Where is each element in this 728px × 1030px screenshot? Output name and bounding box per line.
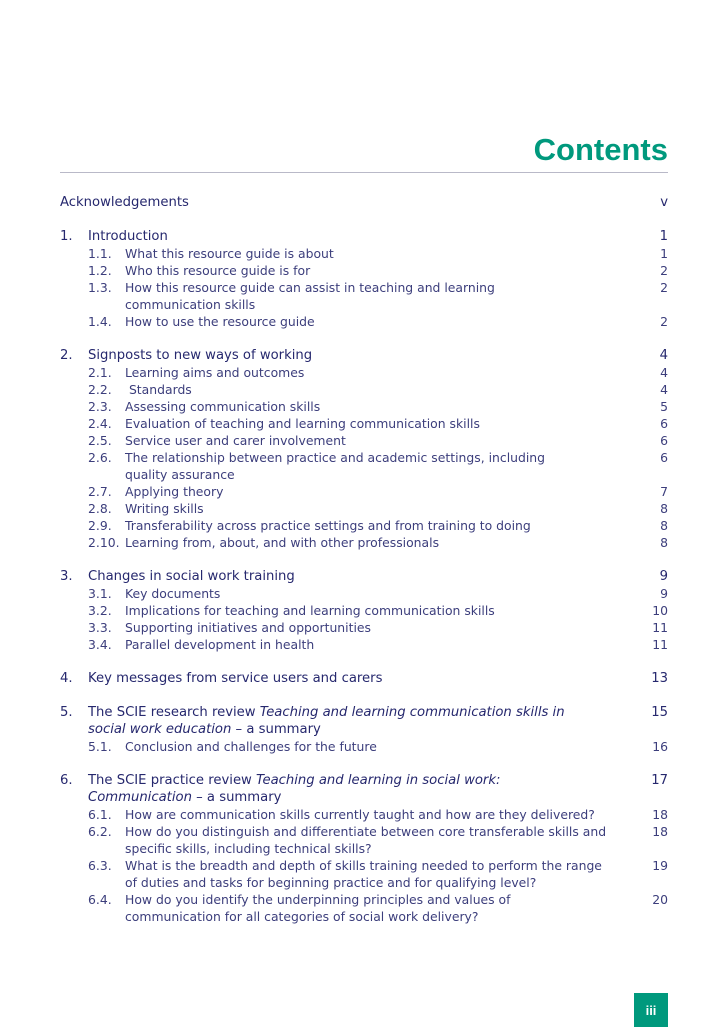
toc-page-number: 19 xyxy=(652,858,668,873)
subsection-number: 2.8. xyxy=(88,501,112,516)
toc-page-number: 13 xyxy=(651,671,668,686)
toc-page-number: 2 xyxy=(660,263,668,278)
toc-subsection-2-7[interactable] xyxy=(60,483,668,500)
subsection-number: 3.2. xyxy=(88,603,112,618)
subsection-title: Learning from, about, and with other professionals xyxy=(125,535,440,550)
toc-page-number: 4 xyxy=(659,348,668,363)
toc-subsection-6-4[interactable] xyxy=(60,891,668,925)
subsection-title: How this resource guide can assist in teaching and learning communication skills xyxy=(125,280,495,312)
section-title-part: The SCIE research review xyxy=(88,705,260,720)
section-number: 4. xyxy=(60,671,73,686)
toc-page-number: 6 xyxy=(660,416,668,431)
toc-subsection-2-4[interactable] xyxy=(60,415,668,432)
toc-section-3[interactable] xyxy=(60,568,668,585)
section-title: Key messages from service users and carers xyxy=(88,671,383,686)
toc-page-number: 2 xyxy=(660,314,668,329)
toc-page-number: 11 xyxy=(652,637,668,652)
subsection-title: Standards xyxy=(125,382,192,397)
toc-section-6[interactable] xyxy=(60,772,668,806)
toc-subsection-5-1[interactable] xyxy=(60,738,668,755)
subsection-number: 2.6. xyxy=(88,450,112,465)
toc-subsection-2-3[interactable] xyxy=(60,398,668,415)
toc-subsection-3-4[interactable] xyxy=(60,636,668,653)
toc-page-number: 9 xyxy=(660,586,668,601)
subsection-number: 2.9. xyxy=(88,518,112,533)
table-of-contents xyxy=(60,194,668,925)
section-title-part: – a summary xyxy=(231,722,321,737)
toc-subsection-1-4[interactable] xyxy=(60,313,668,330)
toc-page-number: 4 xyxy=(660,365,668,380)
toc-subsection-6-2[interactable] xyxy=(60,823,668,857)
section-title: Changes in social work training xyxy=(88,569,295,584)
toc-section-4[interactable] xyxy=(60,670,668,687)
subsection-number: 2.5. xyxy=(88,433,112,448)
subsection-title: The relationship between practice and academic settings, including quality assurance xyxy=(125,450,546,482)
toc-subsection-2-6[interactable] xyxy=(60,449,668,483)
review-title: Teaching and learning communication skills in social work education xyxy=(88,705,565,737)
title-rule xyxy=(60,172,668,173)
subsection-number: 2.7. xyxy=(88,484,112,499)
toc-page-number: 7 xyxy=(660,484,668,499)
section-number: 5. xyxy=(60,705,73,720)
subsection-number: 2.1. xyxy=(88,365,112,380)
page-number-badge: iii xyxy=(634,993,668,1027)
toc-subsection-2-9[interactable] xyxy=(60,517,668,534)
review-title: Teaching and learning in social work: Communication xyxy=(88,773,501,805)
toc-subsection-6-1[interactable] xyxy=(60,806,668,823)
subsection-number: 1.1. xyxy=(88,246,112,261)
toc-page-number: 16 xyxy=(652,739,668,754)
toc-subsection-3-3[interactable] xyxy=(60,619,668,636)
toc-page-number: 6 xyxy=(660,433,668,448)
toc-subsection-2-10[interactable] xyxy=(60,534,668,551)
toc-page-number: 17 xyxy=(651,773,668,788)
toc-page-number: 11 xyxy=(652,620,668,635)
subsection-title: How do you distinguish and differentiate between core transferable skills and specific skills, including technical skills? xyxy=(125,824,607,856)
subsection-number: 1.3. xyxy=(88,280,112,295)
section-title xyxy=(88,772,538,806)
toc-page-number: 20 xyxy=(652,892,668,907)
toc-subsection-2-2[interactable] xyxy=(60,381,668,398)
toc-page-number: 8 xyxy=(660,501,668,516)
toc-page-number: 9 xyxy=(659,569,668,584)
subsection-title: How to use the resource guide xyxy=(125,314,315,329)
toc-page-number: 18 xyxy=(652,807,668,822)
toc-section-5[interactable] xyxy=(60,704,668,738)
toc-subsection-6-3[interactable] xyxy=(60,857,668,891)
subsection-title: How do you identify the underpinning principles and values of communication for all categories of social work delivery? xyxy=(125,892,511,924)
section-number: 3. xyxy=(60,569,73,584)
toc-section-1[interactable] xyxy=(60,228,668,245)
section-title: Signposts to new ways of working xyxy=(88,348,313,363)
subsection-number: 3.3. xyxy=(88,620,112,635)
subsection-number: 6.4. xyxy=(88,892,112,907)
toc-page-number: v xyxy=(660,195,668,210)
subsection-number: 6.2. xyxy=(88,824,112,839)
toc-subsection-3-2[interactable] xyxy=(60,602,668,619)
subsection-title: Who this resource guide is for xyxy=(125,263,311,278)
subsection-title: Transferability across practice settings and from training to doing xyxy=(125,518,531,533)
toc-subsection-3-1[interactable] xyxy=(60,585,668,602)
subsection-title: How are communication skills currently taught and how are they delivered? xyxy=(125,807,595,822)
subsection-number: 2.10. xyxy=(88,535,120,550)
subsection-title: What this resource guide is about xyxy=(125,246,334,261)
toc-page-number: 5 xyxy=(660,399,668,414)
toc-page-number: 1 xyxy=(659,229,668,244)
section-number: 2. xyxy=(60,348,73,363)
toc-subsection-2-5[interactable] xyxy=(60,432,668,449)
toc-subsection-1-1[interactable] xyxy=(60,245,668,262)
subsection-number: 1.2. xyxy=(88,263,112,278)
subsection-number: 2.3. xyxy=(88,399,112,414)
subsection-title: Assessing communication skills xyxy=(125,399,321,414)
subsection-title: Conclusion and challenges for the future xyxy=(125,739,377,754)
toc-subsection-1-2[interactable] xyxy=(60,262,668,279)
subsection-title: Implications for teaching and learning communication skills xyxy=(125,603,495,618)
page-title: Contents xyxy=(533,132,668,167)
section-number: 6. xyxy=(60,773,73,788)
section-title-part: The SCIE practice review xyxy=(88,773,257,788)
subsection-title: Service user and carer involvement xyxy=(125,433,346,448)
subsection-number: 5.1. xyxy=(88,739,112,754)
subsection-number: 3.1. xyxy=(88,586,112,601)
subsection-number: 1.4. xyxy=(88,314,112,329)
toc-entry-acknowledgements[interactable] xyxy=(60,194,668,211)
subsection-title: Writing skills xyxy=(125,501,204,516)
subsection-title: Supporting initiatives and opportunities xyxy=(125,620,371,635)
toc-section-2[interactable] xyxy=(60,347,668,364)
toc-page-number: 6 xyxy=(660,450,668,465)
toc-page-number: 10 xyxy=(652,603,668,618)
subsection-number: 3.4. xyxy=(88,637,112,652)
subsection-number: 2.2. xyxy=(88,382,112,397)
section-title xyxy=(88,704,568,738)
section-title: Introduction xyxy=(88,229,168,244)
toc-page-number: 18 xyxy=(652,824,668,839)
toc-page-number: 15 xyxy=(651,705,668,720)
toc-subsection-2-1[interactable] xyxy=(60,364,668,381)
toc-page-number: 8 xyxy=(660,535,668,550)
toc-page-number: 8 xyxy=(660,518,668,533)
toc-entry-text: Acknowledgements xyxy=(60,195,189,210)
subsection-title: Applying theory xyxy=(125,484,224,499)
section-title-part: – a summary xyxy=(191,790,282,805)
toc-page-number: 4 xyxy=(660,382,668,397)
toc-subsection-2-8[interactable] xyxy=(60,500,668,517)
toc-subsection-1-3[interactable] xyxy=(60,279,668,313)
subsection-title: Key documents xyxy=(125,586,221,601)
subsection-number: 6.3. xyxy=(88,858,112,873)
subsection-title: Parallel development in health xyxy=(125,637,315,652)
subsection-title: Evaluation of teaching and learning communication skills xyxy=(125,416,480,431)
subsection-title: Learning aims and outcomes xyxy=(125,365,305,380)
subsection-number: 2.4. xyxy=(88,416,112,431)
toc-page-number: 1 xyxy=(660,246,668,261)
section-number: 1. xyxy=(60,229,73,244)
toc-page-number: 2 xyxy=(660,280,668,295)
subsection-title: What is the breadth and depth of skills training needed to perform the range of duties and tasks for beginning practice and for qualifying level? xyxy=(125,858,602,890)
subsection-number: 6.1. xyxy=(88,807,112,822)
